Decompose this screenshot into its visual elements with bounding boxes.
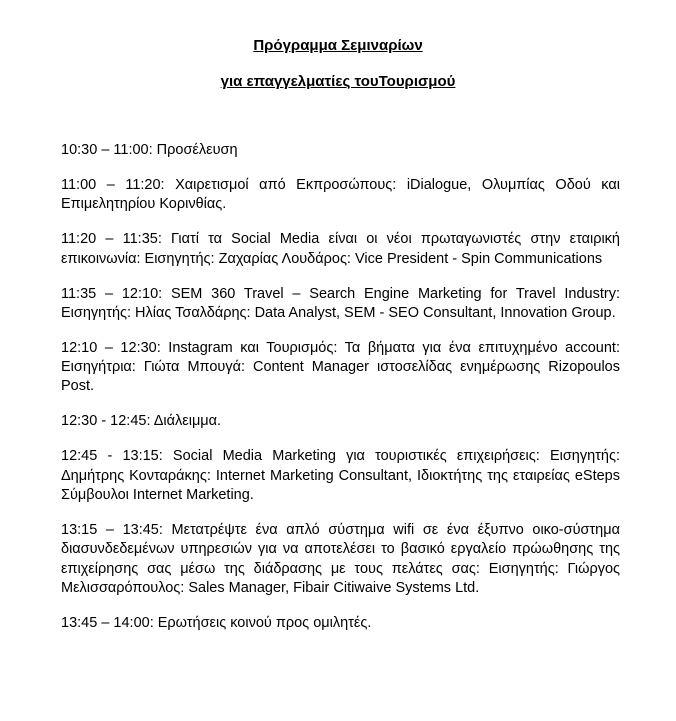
schedule-item: 13:15 – 13:45: Μετατρέψτε ένα απλό σύστημα wifi σε ένα έξυπνο οικο-σύστημα διασυνδεδεμένων υπηρεσιών για να αποτελέσει το βασικό εργαλείο πρώωθησης της επιχείρησης σας μέσω της διάδρασης με τους πελάτες σας: Εισηγητής: Γιώργος Μελισσαρόπουλος: Sales Manager, Fibair Citiwaive Systems Ltd. <box>61 521 620 596</box>
schedule-item: 12:30 - 12:45: Διάλειμμα. <box>61 413 222 430</box>
schedule-item: 10:30 – 11:00: Προσέλευση <box>61 142 238 158</box>
schedule-item: 13:45 – 14:00: Ερωτήσεις κοινού προς ομιλητές. <box>61 614 372 631</box>
document-subtitle: για επαγγελματίες τουΤουρισμού <box>220 73 456 90</box>
schedule-item: 12:10 – 12:30: Instagram και Τουρισμός: Τα βήματα για ένα επιτυχημένο account: Εισηγήτρια: Γιώτα Μπουγά: Content Manager ιστοσελίδας ενημέρωσης Rizopoulos Post. <box>61 339 620 395</box>
schedule-list <box>61 141 620 649</box>
schedule-item: 12:45 - 13:15: Social Media Marketing για τουριστικές επιχειρήσεις: Εισηγητής: Δημήτρης Κονταράκης: Internet Marketing Consultant, Ιδιοκτήτης της εταιρείας eSteps Σύμβουλοι Internet Marketing. <box>61 448 620 503</box>
schedule-item: 11:20 – 11:35: Γιατί τα Social Media είναι οι νέοι πρωταγωνιστές στην εταιρική επικοινωνία: Εισηγητής: Ζαχαρίας Λουδάρος: Vice President - Spin Communications <box>61 231 620 267</box>
document-title: Πρόγραμμα Σεμιναρίων <box>253 37 423 54</box>
schedule-item: 11:35 – 12:10: SEM 360 Travel – Search Engine Marketing for Travel Industry: Εισηγητής: Ηλίας Τσαλδάρης: Data Analyst, SEM - SEO Consultant, Innovation Group. <box>61 285 620 321</box>
schedule-item: 11:00 – 11:20: Χαιρετισμοί από Εκπροσώπους: iDialogue, Ολυμπίας Οδού και Επιμελητηρίου Κορινθίας. <box>61 176 620 213</box>
